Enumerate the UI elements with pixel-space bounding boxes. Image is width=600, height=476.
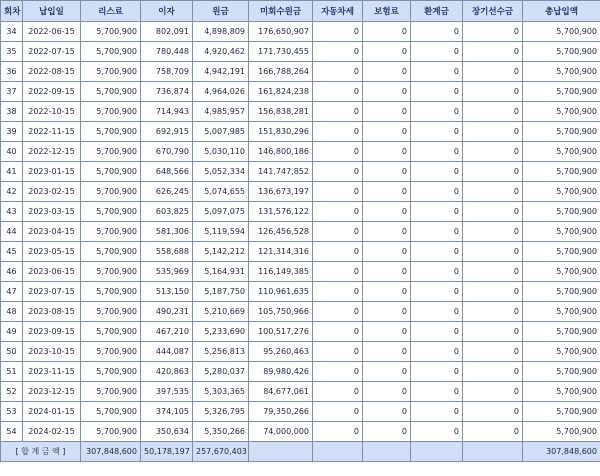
table-cell: 648,566 xyxy=(141,162,193,182)
table-cell: 0 xyxy=(411,62,463,82)
table-cell: 0 xyxy=(313,162,363,182)
table-cell: 2024-01-15 xyxy=(23,402,81,422)
table-cell: 603,825 xyxy=(141,202,193,222)
table-cell: 0 xyxy=(363,262,411,282)
table-cell: 40 xyxy=(1,142,23,162)
table-cell: 714,943 xyxy=(141,102,193,122)
table-cell: 5,303,365 xyxy=(193,382,249,402)
table-cell: 46 xyxy=(1,262,23,282)
table-cell: 100,517,276 xyxy=(249,322,313,342)
table-cell: 5,700,900 xyxy=(523,222,600,242)
table-cell: 43 xyxy=(1,202,23,222)
table-cell: 5,700,900 xyxy=(523,142,600,162)
table-cell: 0 xyxy=(411,402,463,422)
table-cell: 141,747,852 xyxy=(249,162,313,182)
table-cell: 0 xyxy=(411,322,463,342)
total-empty-cell xyxy=(411,442,463,462)
table-cell: 0 xyxy=(313,62,363,82)
table-cell: 0 xyxy=(411,22,463,42)
table-cell: 0 xyxy=(411,242,463,262)
column-header: 원금 xyxy=(193,1,249,22)
table-cell: 161,824,238 xyxy=(249,82,313,102)
header-row xyxy=(1,1,600,22)
table-row xyxy=(1,402,600,422)
table-cell: 0 xyxy=(313,362,363,382)
table-cell: 89,980,426 xyxy=(249,362,313,382)
table-cell: 0 xyxy=(463,62,523,82)
table-cell: 0 xyxy=(463,422,523,442)
table-cell: 36 xyxy=(1,62,23,82)
table-cell: 0 xyxy=(411,422,463,442)
table-cell: 802,091 xyxy=(141,22,193,42)
table-cell: 374,105 xyxy=(141,402,193,422)
table-cell: 0 xyxy=(463,222,523,242)
table-row xyxy=(1,182,600,202)
table-cell: 5,700,900 xyxy=(81,402,141,422)
table-cell: 5,164,931 xyxy=(193,262,249,282)
table-cell: 0 xyxy=(363,162,411,182)
total-interest: 50,178,197 xyxy=(141,442,193,462)
table-row xyxy=(1,22,600,42)
table-cell: 0 xyxy=(313,122,363,142)
table-cell: 0 xyxy=(411,342,463,362)
table-cell: 5,700,900 xyxy=(81,82,141,102)
table-cell: 0 xyxy=(313,302,363,322)
table-cell: 2023-05-15 xyxy=(23,242,81,262)
table-cell: 5,700,900 xyxy=(523,362,600,382)
table-cell: 5,700,900 xyxy=(81,142,141,162)
table-cell: 2024-02-15 xyxy=(23,422,81,442)
table-cell: 2023-03-15 xyxy=(23,202,81,222)
table-cell: 5,700,900 xyxy=(81,302,141,322)
table-cell: 0 xyxy=(463,282,523,302)
table-cell: 5,700,900 xyxy=(523,322,600,342)
table-cell: 5,700,900 xyxy=(81,182,141,202)
table-cell: 49 xyxy=(1,322,23,342)
table-cell: 5,700,900 xyxy=(523,342,600,362)
table-cell: 0 xyxy=(463,242,523,262)
table-cell: 626,245 xyxy=(141,182,193,202)
table-row xyxy=(1,302,600,322)
table-cell: 0 xyxy=(363,402,411,422)
table-cell: 5,187,750 xyxy=(193,282,249,302)
total-empty-cell xyxy=(363,442,411,462)
table-cell: 0 xyxy=(363,142,411,162)
table-cell: 5,700,900 xyxy=(81,242,141,262)
total-empty-cell xyxy=(249,442,313,462)
table-cell: 5,074,655 xyxy=(193,182,249,202)
table-cell: 5,700,900 xyxy=(81,422,141,442)
table-cell: 34 xyxy=(1,22,23,42)
table-row xyxy=(1,62,600,82)
table-cell: 0 xyxy=(411,182,463,202)
table-cell: 5,700,900 xyxy=(523,162,600,182)
table-cell: 0 xyxy=(313,422,363,442)
table-cell: 116,149,385 xyxy=(249,262,313,282)
table-cell: 5,700,900 xyxy=(523,382,600,402)
table-cell: 350,634 xyxy=(141,422,193,442)
table-row xyxy=(1,222,600,242)
table-cell: 0 xyxy=(363,102,411,122)
table-cell: 2023-12-15 xyxy=(23,382,81,402)
table-cell: 5,700,900 xyxy=(81,342,141,362)
table-cell: 39 xyxy=(1,122,23,142)
table-cell: 5,052,334 xyxy=(193,162,249,182)
table-cell: 5,700,900 xyxy=(81,122,141,142)
table-cell: 444,087 xyxy=(141,342,193,362)
table-cell: 5,700,900 xyxy=(523,402,600,422)
table-cell: 121,314,316 xyxy=(249,242,313,262)
table-cell: 35 xyxy=(1,42,23,62)
table-cell: 156,838,281 xyxy=(249,102,313,122)
table-row xyxy=(1,202,600,222)
table-cell: 0 xyxy=(411,122,463,142)
table-cell: 2022-12-15 xyxy=(23,142,81,162)
table-cell: 136,673,197 xyxy=(249,182,313,202)
table-cell: 0 xyxy=(363,202,411,222)
table-row xyxy=(1,282,600,302)
table-cell: 535,969 xyxy=(141,262,193,282)
table-row xyxy=(1,42,600,62)
table-cell: 2023-08-15 xyxy=(23,302,81,322)
table-cell: 2022-08-15 xyxy=(23,62,81,82)
table-cell: 0 xyxy=(411,362,463,382)
table-cell: 5,700,900 xyxy=(81,222,141,242)
table-cell: 0 xyxy=(363,82,411,102)
table-cell: 176,650,907 xyxy=(249,22,313,42)
table-cell: 490,231 xyxy=(141,302,193,322)
table-cell: 5,233,690 xyxy=(193,322,249,342)
table-cell: 2022-09-15 xyxy=(23,82,81,102)
table-cell: 0 xyxy=(363,122,411,142)
table-cell: 5,142,212 xyxy=(193,242,249,262)
total-principal: 257,670,403 xyxy=(193,442,249,462)
table-cell: 5,700,900 xyxy=(523,302,600,322)
table-cell: 558,688 xyxy=(141,242,193,262)
table-cell: 48 xyxy=(1,302,23,322)
table-cell: 4,920,462 xyxy=(193,42,249,62)
table-row xyxy=(1,142,600,162)
table-cell: 5,210,669 xyxy=(193,302,249,322)
table-cell: 51 xyxy=(1,362,23,382)
table-cell: 84,677,061 xyxy=(249,382,313,402)
table-cell: 0 xyxy=(463,362,523,382)
table-cell: 2023-06-15 xyxy=(23,262,81,282)
table-cell: 0 xyxy=(463,342,523,362)
table-cell: 692,915 xyxy=(141,122,193,142)
table-cell: 0 xyxy=(411,142,463,162)
table-cell: 5,700,900 xyxy=(523,262,600,282)
table-cell: 41 xyxy=(1,162,23,182)
table-cell: 0 xyxy=(313,142,363,162)
table-cell: 758,709 xyxy=(141,62,193,82)
table-cell: 0 xyxy=(463,42,523,62)
total-grand: 307,848,600 xyxy=(523,442,600,462)
table-cell: 4,942,191 xyxy=(193,62,249,82)
column-header: 보험료 xyxy=(363,1,411,22)
table-cell: 52 xyxy=(1,382,23,402)
table-cell: 5,256,813 xyxy=(193,342,249,362)
column-header: 환계금 xyxy=(411,1,463,22)
column-header: 장기선수금 xyxy=(463,1,523,22)
table-cell: 5,700,900 xyxy=(81,262,141,282)
table-cell: 581,306 xyxy=(141,222,193,242)
table-cell: 53 xyxy=(1,402,23,422)
table-cell: 513,150 xyxy=(141,282,193,302)
table-cell: 0 xyxy=(313,402,363,422)
total-lease: 307,848,600 xyxy=(81,442,141,462)
table-cell: 0 xyxy=(411,82,463,102)
table-cell: 0 xyxy=(363,242,411,262)
table-cell: 0 xyxy=(313,22,363,42)
table-cell: 670,790 xyxy=(141,142,193,162)
table-cell: 74,000,000 xyxy=(249,422,313,442)
table-cell: 4,964,026 xyxy=(193,82,249,102)
table-cell: 0 xyxy=(313,42,363,62)
table-cell: 0 xyxy=(463,402,523,422)
table-cell: 0 xyxy=(363,222,411,242)
table-cell: 0 xyxy=(313,102,363,122)
table-cell: 4,985,957 xyxy=(193,102,249,122)
table-row xyxy=(1,362,600,382)
table-cell: 0 xyxy=(363,422,411,442)
table-cell: 467,210 xyxy=(141,322,193,342)
table-cell: 0 xyxy=(313,182,363,202)
table-cell: 131,576,122 xyxy=(249,202,313,222)
table-cell: 0 xyxy=(313,282,363,302)
column-header: 미회수원금 xyxy=(249,1,313,22)
table-cell: 0 xyxy=(411,282,463,302)
column-header: 총납입액 xyxy=(523,1,600,22)
table-cell: 44 xyxy=(1,222,23,242)
total-row xyxy=(1,442,600,462)
table-cell: 5,350,266 xyxy=(193,422,249,442)
table-cell: 2023-04-15 xyxy=(23,222,81,242)
table-cell: 0 xyxy=(463,202,523,222)
table-cell: 0 xyxy=(313,342,363,362)
table-cell: 2022-10-15 xyxy=(23,102,81,122)
table-cell: 0 xyxy=(411,102,463,122)
table-cell: 0 xyxy=(411,222,463,242)
table-cell: 37 xyxy=(1,82,23,102)
table-cell: 5,700,900 xyxy=(523,182,600,202)
table-cell: 5,700,900 xyxy=(81,322,141,342)
table-cell: 0 xyxy=(363,182,411,202)
table-cell: 780,448 xyxy=(141,42,193,62)
table-cell: 0 xyxy=(463,22,523,42)
table-cell: 47 xyxy=(1,282,23,302)
table-cell: 0 xyxy=(363,22,411,42)
table-cell: 0 xyxy=(463,162,523,182)
table-row xyxy=(1,82,600,102)
table-row xyxy=(1,262,600,282)
table-cell: 5,700,900 xyxy=(81,202,141,222)
table-cell: 5,700,900 xyxy=(81,42,141,62)
table-row xyxy=(1,382,600,402)
table-cell: 5,700,900 xyxy=(81,382,141,402)
table-cell: 0 xyxy=(363,342,411,362)
table-cell: 166,788,264 xyxy=(249,62,313,82)
table-cell: 5,700,900 xyxy=(523,22,600,42)
table-cell: 50 xyxy=(1,342,23,362)
table-cell: 105,750,966 xyxy=(249,302,313,322)
table-cell: 0 xyxy=(313,382,363,402)
table-cell: 0 xyxy=(411,382,463,402)
table-cell: 146,800,186 xyxy=(249,142,313,162)
table-cell: 42 xyxy=(1,182,23,202)
table-cell: 5,097,075 xyxy=(193,202,249,222)
table-cell: 5,280,037 xyxy=(193,362,249,382)
table-cell: 5,700,900 xyxy=(523,102,600,122)
table-cell: 0 xyxy=(463,102,523,122)
table-cell: 2022-06-15 xyxy=(23,22,81,42)
column-header: 납입일 xyxy=(23,1,81,22)
table-cell: 45 xyxy=(1,242,23,262)
table-cell: 5,030,110 xyxy=(193,142,249,162)
table-cell: 0 xyxy=(363,282,411,302)
table-cell: 5,700,900 xyxy=(81,102,141,122)
table-cell: 0 xyxy=(463,142,523,162)
table-row xyxy=(1,102,600,122)
table-cell: 0 xyxy=(463,322,523,342)
table-cell: 0 xyxy=(313,82,363,102)
table-row xyxy=(1,342,600,362)
table-cell: 0 xyxy=(411,302,463,322)
table-cell: 5,700,900 xyxy=(523,422,600,442)
table-row xyxy=(1,162,600,182)
table-cell: 0 xyxy=(363,62,411,82)
table-cell: 5,700,900 xyxy=(81,282,141,302)
table-cell: 2022-07-15 xyxy=(23,42,81,62)
total-empty-cell xyxy=(313,442,363,462)
table-cell: 0 xyxy=(463,302,523,322)
table-cell: 0 xyxy=(411,262,463,282)
table-cell: 0 xyxy=(463,82,523,102)
table-cell: 0 xyxy=(313,202,363,222)
table-cell: 0 xyxy=(411,202,463,222)
column-header: 회차 xyxy=(1,1,23,22)
table-cell: 0 xyxy=(463,182,523,202)
table-row xyxy=(1,242,600,262)
table-cell: 5,700,900 xyxy=(81,362,141,382)
column-header: 리스료 xyxy=(81,1,141,22)
table-cell: 95,260,463 xyxy=(249,342,313,362)
table-cell: 736,874 xyxy=(141,82,193,102)
table-cell: 0 xyxy=(463,382,523,402)
table-cell: 5,700,900 xyxy=(523,282,600,302)
table-cell: 0 xyxy=(411,162,463,182)
table-cell: 0 xyxy=(363,322,411,342)
table-cell: 2023-10-15 xyxy=(23,342,81,362)
table-cell: 0 xyxy=(363,362,411,382)
table-cell: 5,700,900 xyxy=(81,162,141,182)
table-cell: 0 xyxy=(313,262,363,282)
table-cell: 54 xyxy=(1,422,23,442)
total-empty-cell xyxy=(463,442,523,462)
table-cell: 5,700,900 xyxy=(523,202,600,222)
table-cell: 2023-01-15 xyxy=(23,162,81,182)
table-row xyxy=(1,322,600,342)
table-cell: 5,700,900 xyxy=(523,82,600,102)
table-cell: 171,730,455 xyxy=(249,42,313,62)
table-cell: 5,700,900 xyxy=(523,122,600,142)
table-cell: 151,830,296 xyxy=(249,122,313,142)
table-cell: 0 xyxy=(363,42,411,62)
table-cell: 2023-02-15 xyxy=(23,182,81,202)
table-cell: 5,700,900 xyxy=(523,42,600,62)
table-cell: 0 xyxy=(463,262,523,282)
table-cell: 2022-11-15 xyxy=(23,122,81,142)
table-cell: 0 xyxy=(313,242,363,262)
column-header: 이자 xyxy=(141,1,193,22)
table-cell: 5,007,985 xyxy=(193,122,249,142)
table-cell: 0 xyxy=(313,322,363,342)
table-cell: 5,119,594 xyxy=(193,222,249,242)
table-cell: 5,700,900 xyxy=(523,242,600,262)
table-cell: 0 xyxy=(313,222,363,242)
table-cell: 5,326,795 xyxy=(193,402,249,422)
table-cell: 5,700,900 xyxy=(523,62,600,82)
table-cell: 2023-11-15 xyxy=(23,362,81,382)
table-cell: 0 xyxy=(411,42,463,62)
table-row xyxy=(1,122,600,142)
table-cell: 397,535 xyxy=(141,382,193,402)
table-cell: 126,456,528 xyxy=(249,222,313,242)
table-cell: 0 xyxy=(463,122,523,142)
table-row xyxy=(1,422,600,442)
table-cell: 38 xyxy=(1,102,23,122)
table-cell: 4,898,809 xyxy=(193,22,249,42)
table-cell: 110,961,635 xyxy=(249,282,313,302)
table-cell: 0 xyxy=(363,382,411,402)
table-cell: 79,350,266 xyxy=(249,402,313,422)
total-label: [ 합 계 금 액 ] xyxy=(1,442,81,462)
column-header: 자동차세 xyxy=(313,1,363,22)
table-cell: 2023-09-15 xyxy=(23,322,81,342)
table-cell: 5,700,900 xyxy=(81,22,141,42)
table-cell: 5,700,900 xyxy=(81,62,141,82)
table-cell: 0 xyxy=(363,302,411,322)
table-cell: 2023-07-15 xyxy=(23,282,81,302)
table-cell: 420,863 xyxy=(141,362,193,382)
